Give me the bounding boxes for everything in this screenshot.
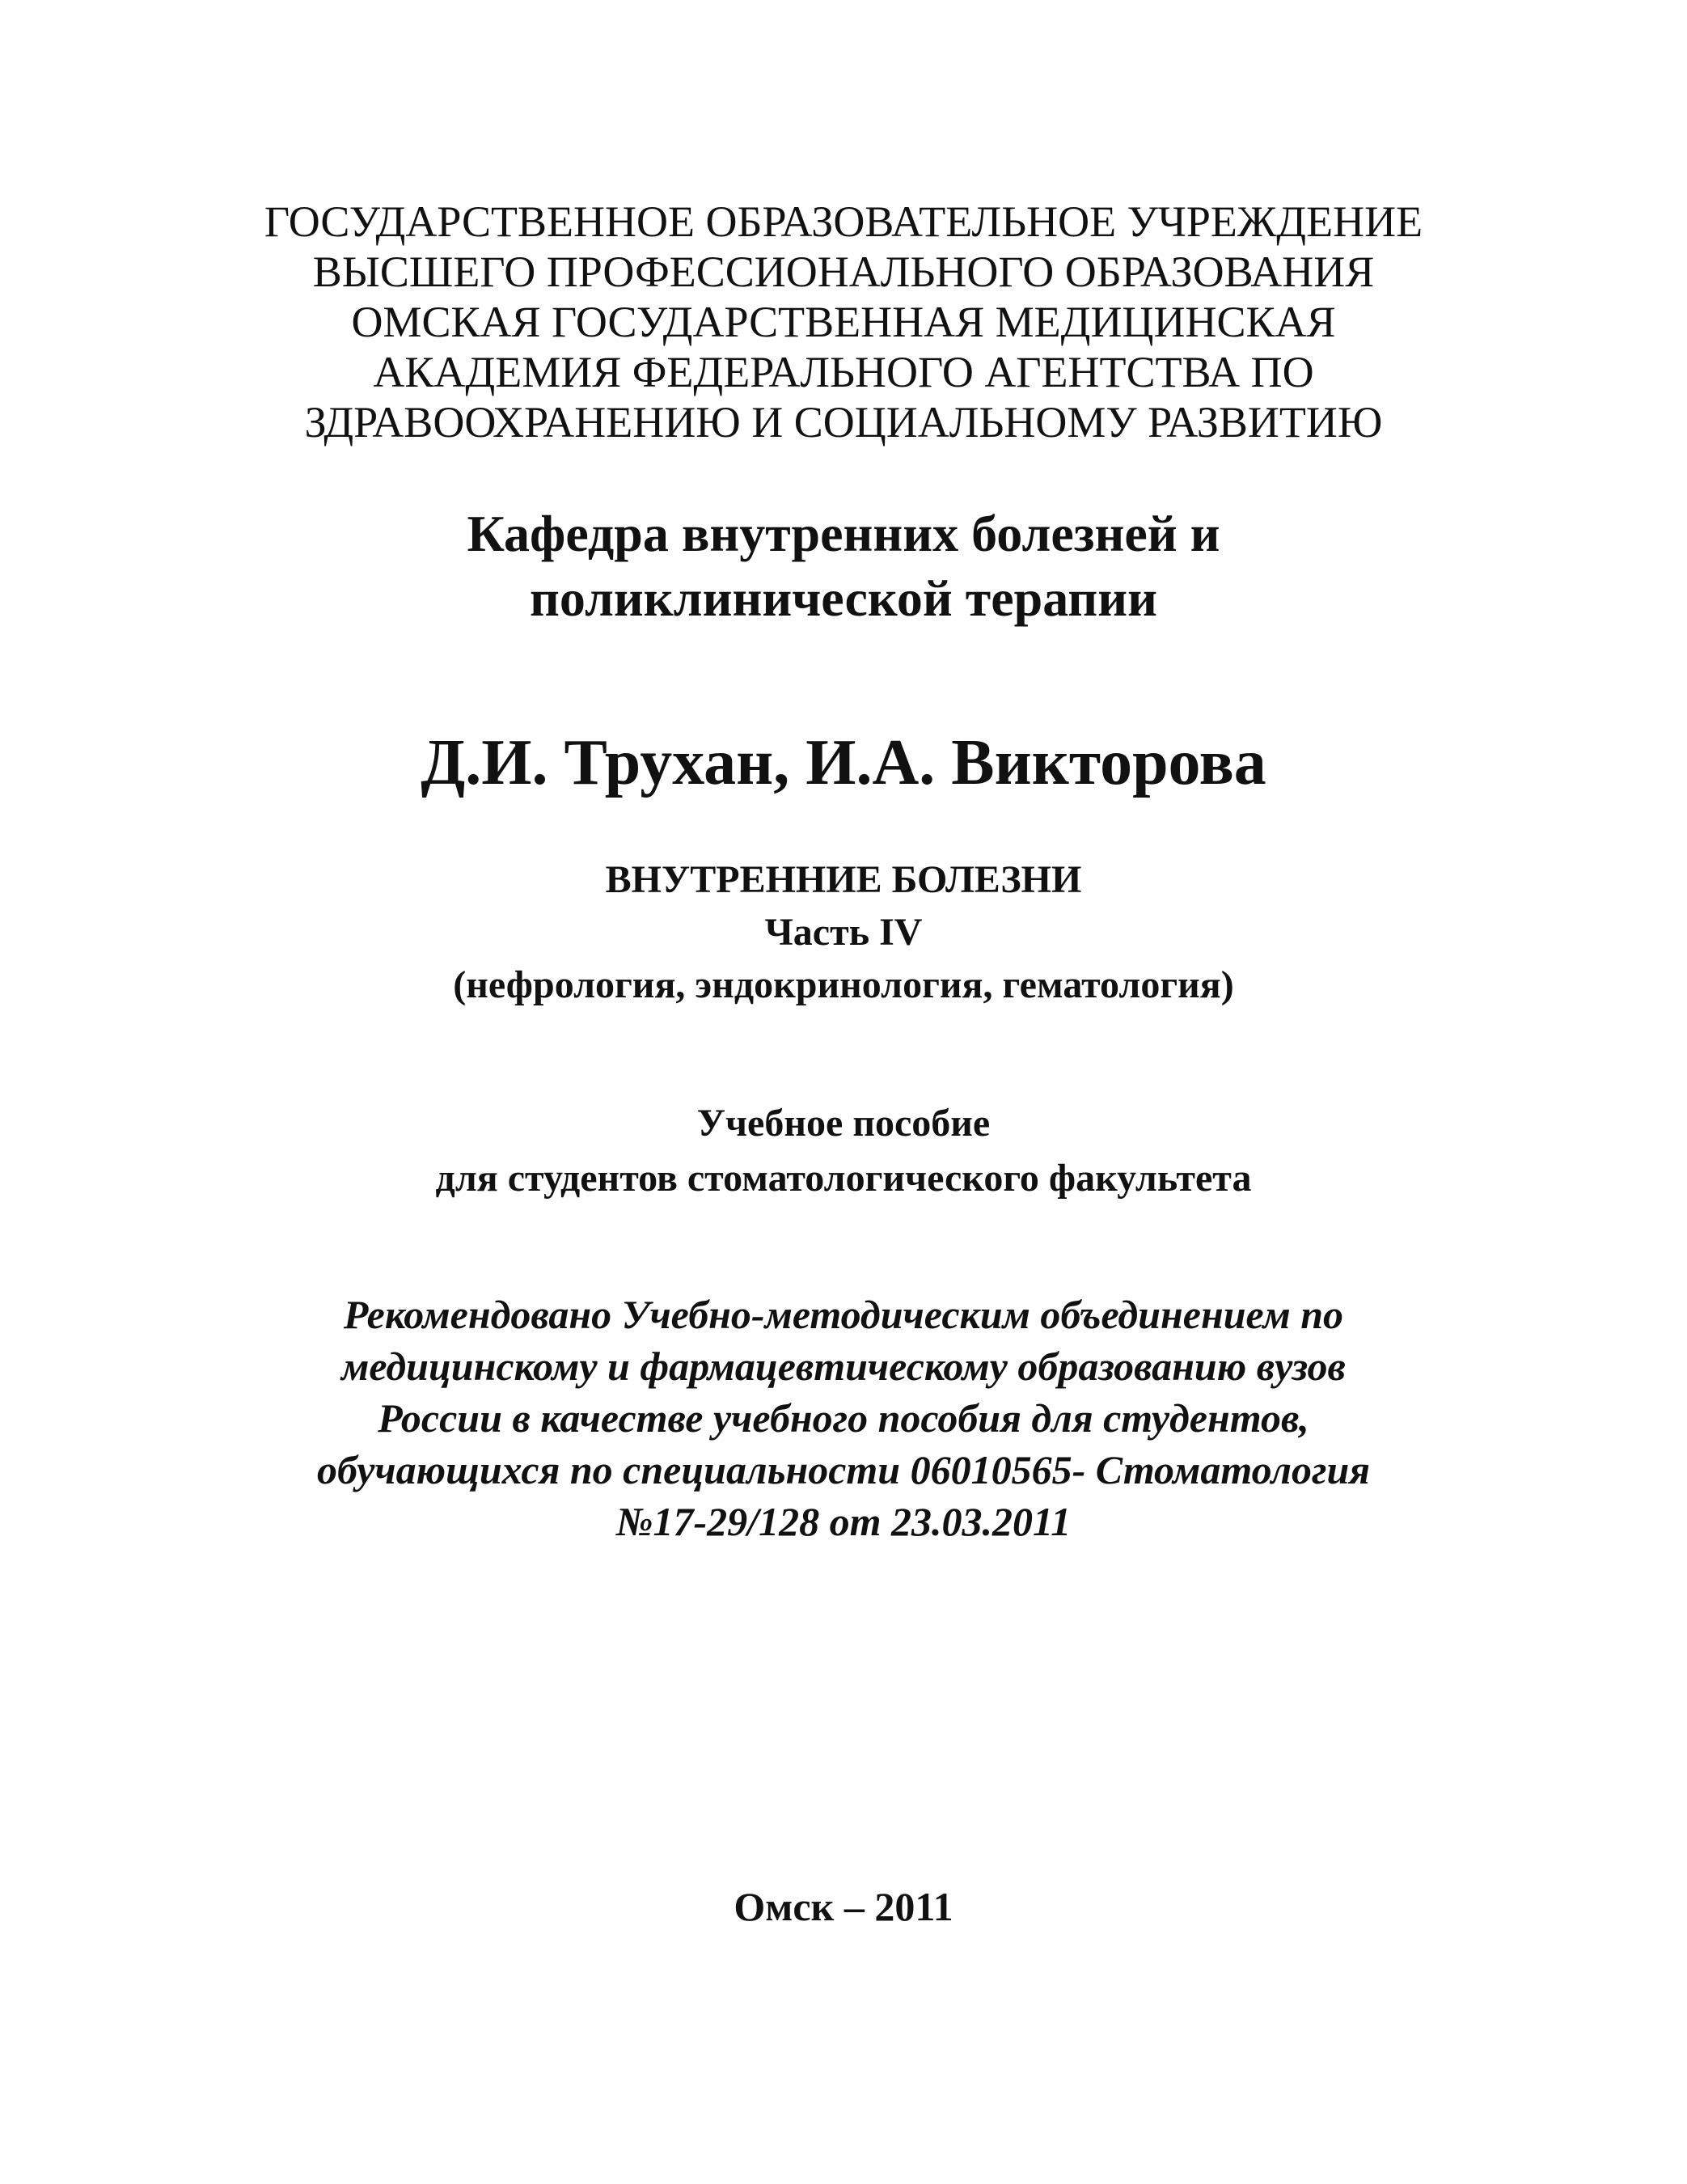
institution-header — [0, 197, 1687, 447]
institution-line-1: ГОСУДАРСТВЕННОЕ ОБРАЗОВАТЕЛЬНОЕ УЧРЕЖДЕНИЕ — [264, 197, 1423, 246]
department-name — [0, 502, 1687, 631]
recommendation-line-4: обучающихся по специальности 06010565- Стоматология — [316, 1447, 1371, 1492]
book-title: ВНУТРЕННИЕ БОЛЕЗНИ — [605, 858, 1082, 901]
book-type-line-1: Учебное пособие — [696, 1102, 991, 1145]
book-title-block — [0, 853, 1687, 1011]
recommendation-line-2: медицинскому и фармацевтическому образованию вузов — [341, 1344, 1346, 1389]
institution-line-2: ВЫСШЕГО ПРОФЕССИОНАЛЬНОГО ОБРАЗОВАНИЯ — [312, 248, 1375, 296]
institution-line-5: ЗДРАВООХРАНЕНИЮ И СОЦИАЛЬНОМУ РАЗВИТИЮ — [304, 398, 1383, 447]
department-line-2: поликлинической терапии — [529, 569, 1158, 627]
institution-line-3: ОМСКАЯ ГОСУДАРСТВЕННАЯ МЕДИЦИНСКАЯ — [351, 298, 1336, 346]
institution-line-4: АКАДЕМИЯ ФЕДЕРАЛЬНОГО АГЕНТСТВА ПО — [373, 348, 1314, 396]
recommendation-line-1: Рекомендовано Учебно-методическим объединением по — [343, 1292, 1344, 1337]
authors — [0, 726, 1687, 800]
book-part: Часть IV — [764, 911, 923, 954]
city-year-text: Омск – 2011 — [734, 1884, 953, 1929]
book-type — [0, 1096, 1687, 1206]
recommendation-line-5: №17-29/128 от 23.03.2011 — [615, 1499, 1072, 1544]
recommendation-line-3: России в качестве учебного пособия для студентов, — [378, 1395, 1309, 1441]
book-subtitle: (нефрология, эндокринология, гематология) — [453, 963, 1234, 1006]
authors-text: Д.И. Трухан, И.А. Викторова — [421, 727, 1266, 798]
department-line-1: Кафедра внутренних болезней и — [467, 505, 1220, 562]
book-type-line-2: для студентов стоматологического факультета — [435, 1157, 1252, 1200]
city-year — [0, 1881, 1687, 1932]
recommendation — [0, 1289, 1687, 1547]
